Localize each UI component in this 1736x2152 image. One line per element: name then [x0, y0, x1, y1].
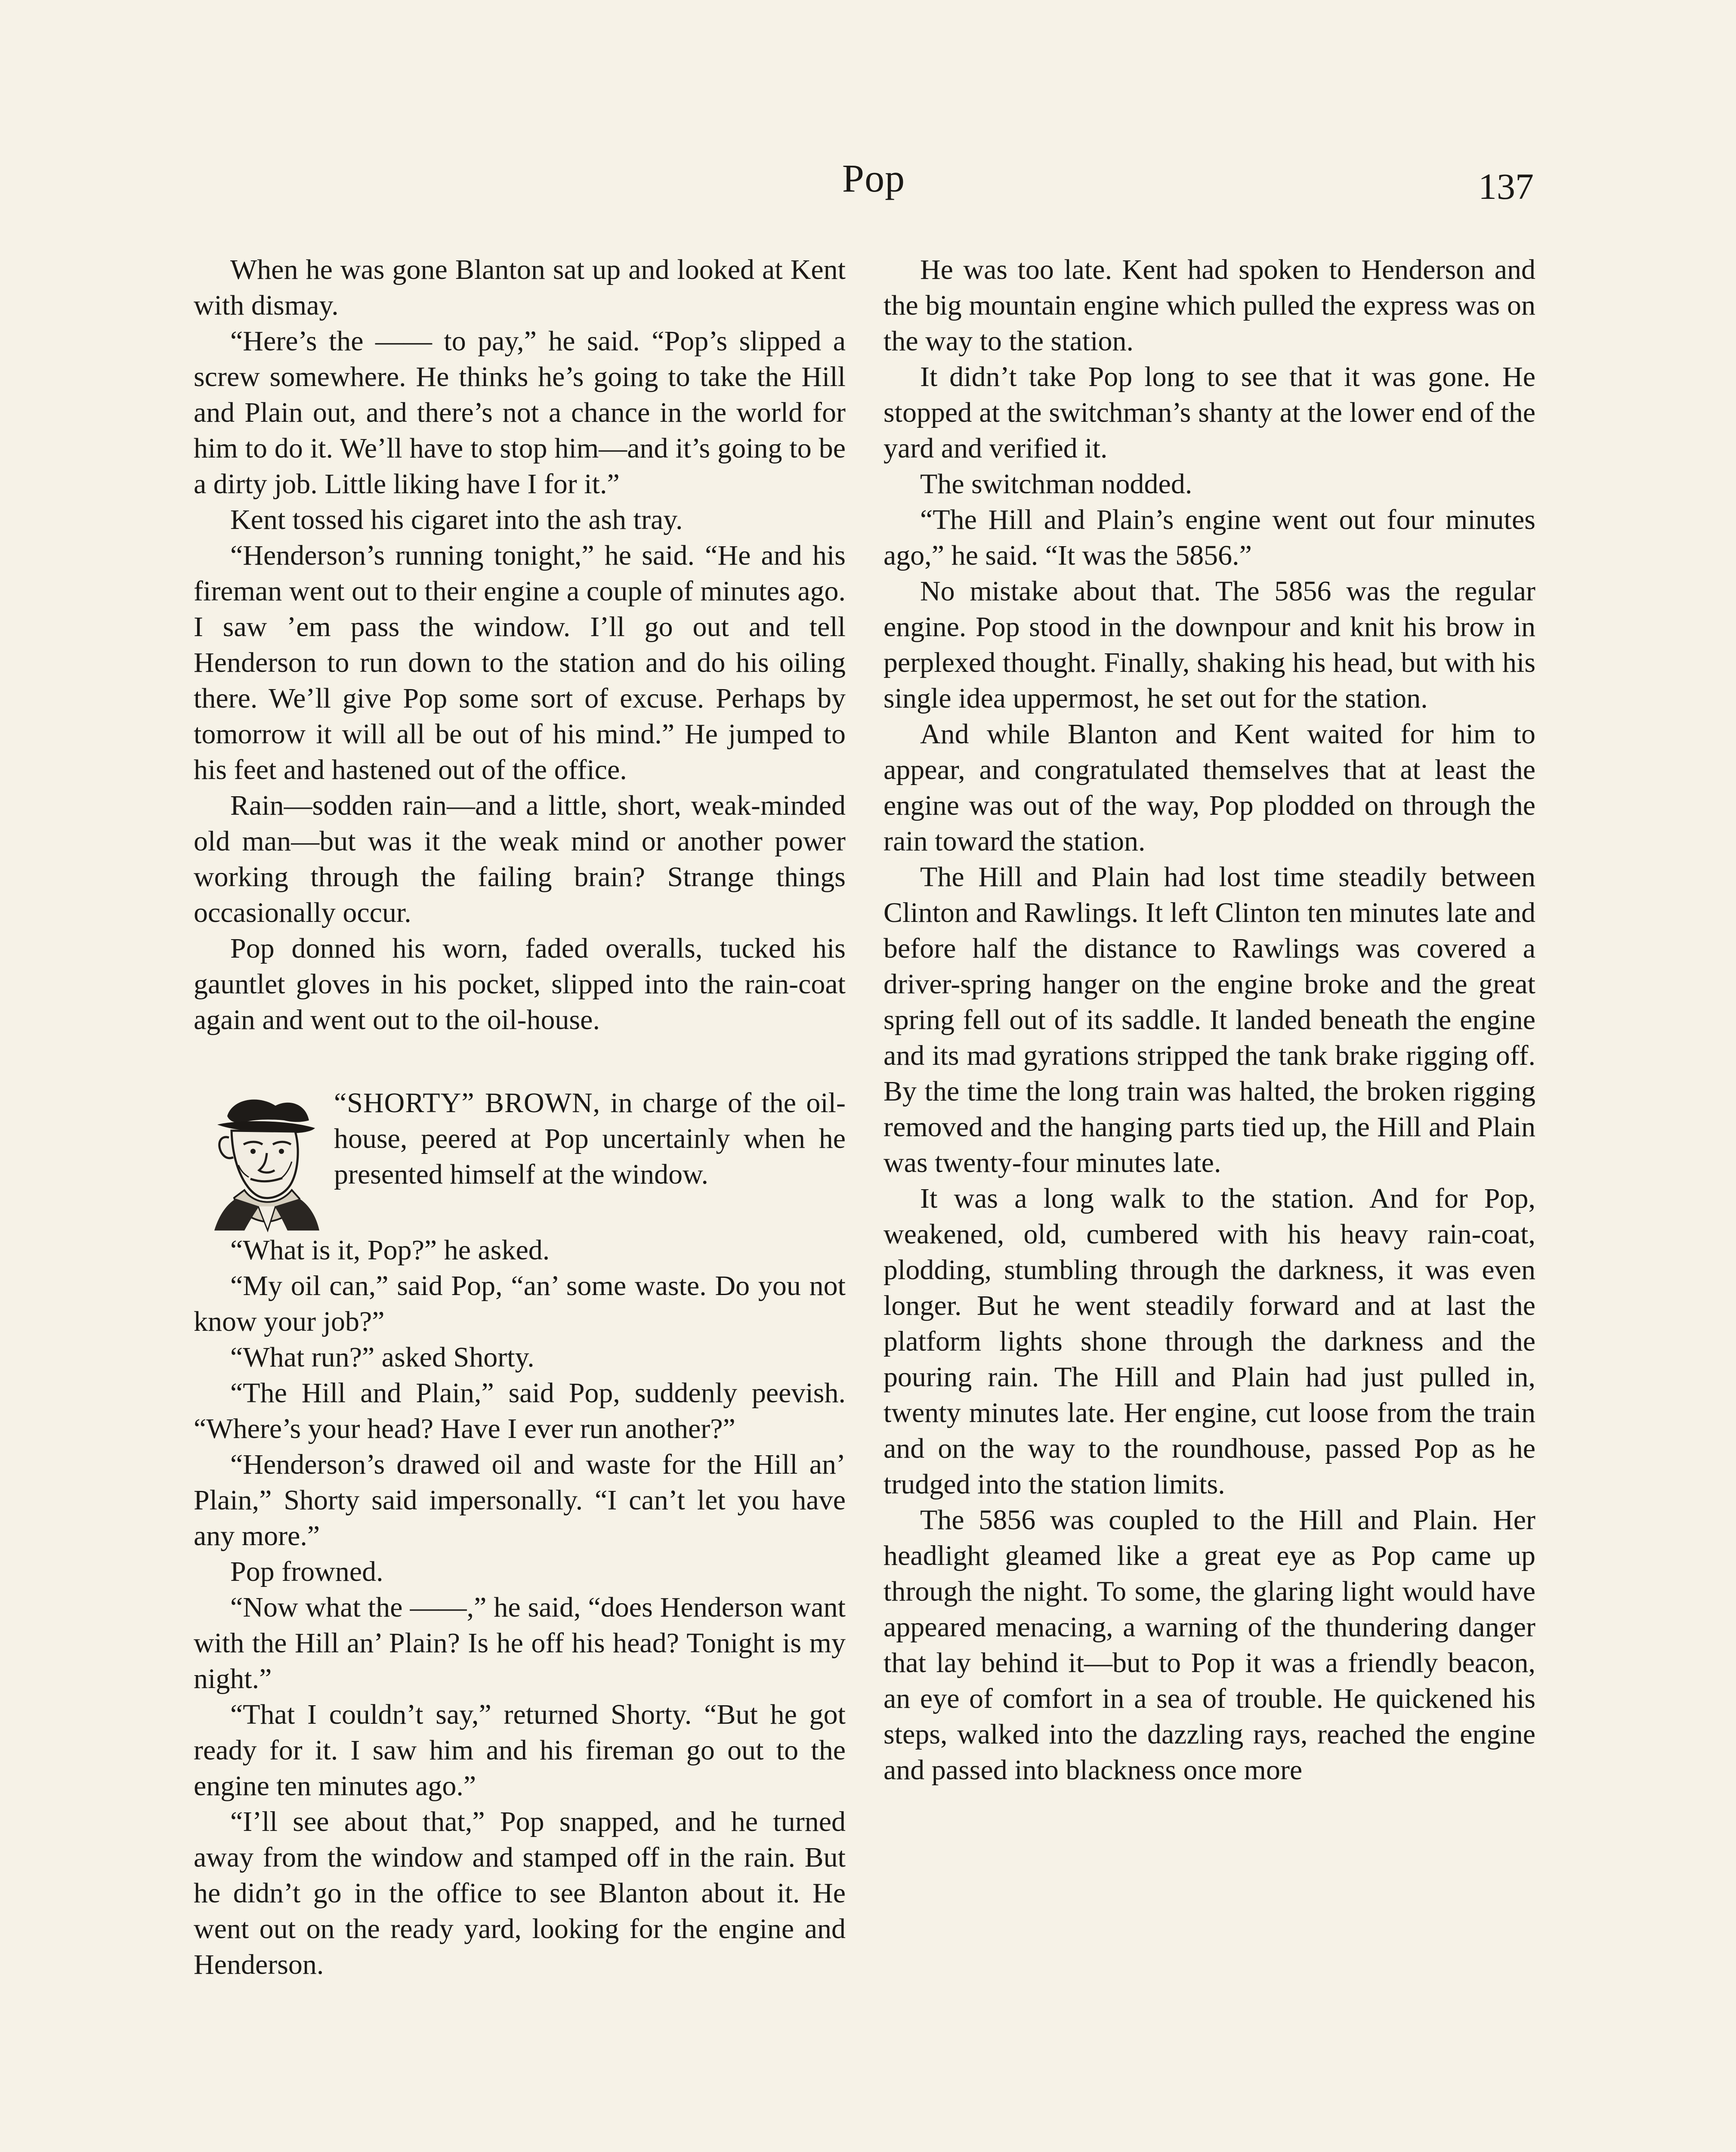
paragraph: “Henderson’s drawed oil and waste for the Hill an’ Plain,” Shorty said impersonally. “I can’t let you have any more.” [194, 1449, 846, 1552]
paragraph: “What is it, Pop?” he asked. [230, 1234, 550, 1266]
paragraph: “That I couldn’t say,” returned Shorty. “But he got ready for it. I saw him and his fireman go out to the engine ten minutes ago.” [194, 1699, 846, 1802]
paragraph: “What run?” asked Shorty. [230, 1342, 534, 1373]
paragraph: The switchman nodded. [920, 468, 1192, 500]
shorty-brown-portrait-icon [194, 1090, 323, 1232]
page-title: Pop [842, 156, 905, 200]
right-column [883, 252, 1535, 1788]
paragraph: It didn’t take Pop long to see that it was gone. He stopped at the switchman’s shanty at the lower end of the yard and verified it. [883, 361, 1535, 464]
paragraph: The Hill and Plain had lost time steadily between Clinton and Rawlings. It left Clinton ten minutes late and before half the distance to Rawlings was covered a driver-spring hanger on the engine broke and the great spring fell out of its saddle. It landed beneath the engine and its mad gyrations stripped the tank brake rigging off. By the time the long train was halted, the broken rigging removed and the hanging parts tied up, the Hill and Plain was twenty-four minutes late. [883, 861, 1535, 1178]
paragraph: “I’ll see about that,” Pop snapped, and he turned away from the window and stamped off in the rain. But he didn’t go in the office to see Blanton about it. He went out on the ready yard, looking for the engine and Henderson. [194, 1806, 846, 1980]
paragraph: Pop frowned. [230, 1556, 383, 1587]
paragraph: When he was gone Blanton sat up and looked at Kent with dismay. [194, 254, 846, 321]
section-break [194, 1038, 846, 1085]
paragraph: It was a long walk to the station. And for Pop, weakened, old, cumbered with his heavy rain-coat, plodding, stumbling through the darkness, it was even longer. But he went steadily forward and at last the platform lights shone through the darkness and the pouring rain. The Hill and Plain had just pulled in, twenty minutes late. Her engine, cut loose from the train and on the way to the roundhouse, passed Pop as he trudged into the station limits. [883, 1183, 1535, 1500]
paragraph: “Here’s the —— to pay,” he said. “Pop’s slipped a screw somewhere. He thinks he’s going to take the Hill and Plain out, and there’s not a chance in the world for him to do it. We’ll have to stop him—and it’s going to be a dirty job. Little liking have I for it.” [194, 325, 846, 500]
paragraph: “The Hill and Plain,” said Pop, suddenly peevish. “Where’s your head? Have I ever run another?” [194, 1377, 846, 1444]
paragraph: Pop donned his worn, faded overalls, tucked his gauntlet gloves in his pocket, slipped into the rain-coat again and went out to the oil-house. [194, 933, 846, 1036]
paragraph: “Now what the ——,” he said, “does Henderson want with the Hill an’ Plain? Is he off his head? Tonight is my night.” [194, 1592, 846, 1694]
paragraph: Rain—sodden rain—and a little, short, weak-minded old man—but was it the weak mind or another power working through the failing brain? Strange things occasionally occur. [194, 790, 846, 928]
section-opening-text [334, 1085, 846, 1192]
left-column [194, 252, 846, 1982]
paragraph: Kent tossed his cigaret into the ash tray. [230, 504, 683, 535]
paragraph: “Henderson’s running tonight,” he said. “He and his fireman went out to their engine a couple of minutes ago. I saw ’em pass the window. I’ll go out and tell Henderson to run down to the station and do his oiling there. We’ll give Pop some sort of excuse. Perhaps by tomorrow it will all be out of his mind.” He jumped to his feet and hastened out of the office. [194, 540, 846, 785]
section-opening-lead: “SHORTY” BROWN, [334, 1087, 601, 1119]
section-opening-body: in charge of the oil-house, peered at Pop uncertainly when he presented himself at the window. [334, 1087, 846, 1190]
paragraph: “My oil can,” said Pop, “an’ some waste. Do you not know your job?” [194, 1270, 846, 1337]
paragraph: No mistake about that. The 5856 was the regular engine. Pop stood in the downpour and knit his brow in perplexed thought. Finally, shaking his head, but with his single idea uppermost, he set out for the station. [883, 575, 1535, 714]
section-opening [194, 1085, 846, 1232]
page-number: 137 [1478, 166, 1534, 207]
paragraph: He was too late. Kent had spoken to Henderson and the big mountain engine which pulled the express was on the way to the station. [883, 254, 1535, 357]
paragraph: “The Hill and Plain’s engine went out four minutes ago,” he said. “It was the 5856.” [883, 504, 1535, 571]
paragraph: The 5856 was coupled to the Hill and Plain. Her headlight gleamed like a great eye as Pop came up through the night. To some, the glaring light would have appeared menacing, a warning of the thundering danger that lay behind it—but to Pop it was a friendly beacon, an eye of comfort in a sea of trouble. He quickened his steps, walked into the dazzling rays, reached the engine and passed into blackness once more [883, 1504, 1535, 1786]
paragraph: And while Blanton and Kent waited for him to appear, and congratulated themselves that at least the engine was out of the way, Pop plodded on through the rain toward the station. [883, 718, 1535, 857]
